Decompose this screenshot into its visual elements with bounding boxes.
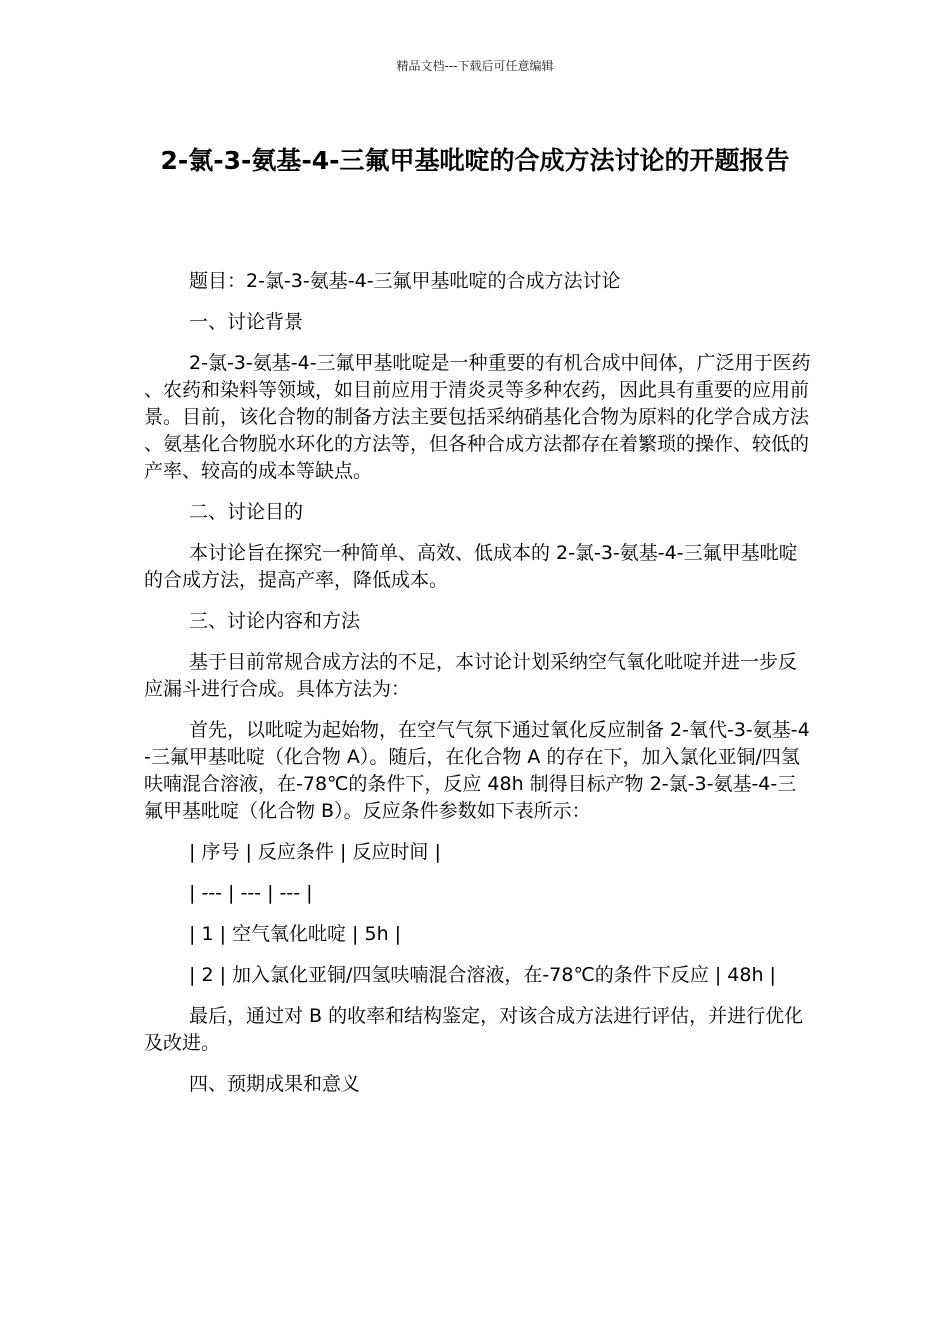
- background-paragraph: 2-氯-3-氨基-4-三氟甲基吡啶是一种重要的有机合成中间体，广泛用于医药、农药和染料等领域，如目前应用于清炎灵等多种农药，因此具有重要的应用前景。目前，该化合物的制备方法主要包括采纳硝基化合物为原料的化学合成方法、氨基化合物脱水环化的方法等，但各种合成方法都存在着繁琐的操作、较低的产率、较高的成本等缺点。: [144, 352, 811, 482]
- table-row: | 2 | 加入氯化亚铜/四氢呋喃混合溶液，在-78℃的条件下反应 | 48h |: [189, 964, 776, 986]
- evaluation-paragraph: 最后，通过对 B 的收率和结构鉴定，对该合成方法进行评估，并进行优化及改进。: [144, 1005, 804, 1054]
- table-row: | 1 | 空气氧化吡啶 | 5h |: [189, 923, 402, 945]
- method-detail-paragraph: 首先，以吡啶为起始物，在空气气氛下通过氧化反应制备 2-氧代-3-氨基-4-三氟甲基吡啶（化合物 A）。随后，在化合物 A 的存在下，加入氯化亚铜/四氢呋喃混合溶液，在-78℃的条件下，反应 48h 制得目标产物 2-氯-3-氨基-4-三氟甲基吡啶（化合物 B）。反应条件参数如下表所示：: [144, 719, 810, 822]
- section-heading-content-method: 三、讨论内容和方法: [189, 610, 361, 632]
- topic-line: 题目：2-氯-3-氨基-4-三氟甲基吡啶的合成方法讨论: [189, 270, 621, 292]
- purpose-paragraph: 本讨论旨在探究一种简单、高效、低成本的 2-氯-3-氨基-4-三氟甲基吡啶的合成方法，提高产率，降低成本。: [144, 542, 798, 591]
- table-header-line: | 序号 | 反应条件 | 反应时间 |: [189, 841, 441, 863]
- section-heading-background: 一、讨论背景: [189, 311, 304, 333]
- method-intro-paragraph: 基于目前常规合成方法的不足，本讨论计划采纳空气氧化吡啶并进一步反应漏斗进行合成。具体方法为：: [144, 651, 798, 700]
- document-title: 2-氯-3-氨基-4-三氟甲基吡啶的合成方法讨论的开题报告: [160, 146, 790, 175]
- document-body: [144, 268, 814, 1112]
- page-header: 精品文档---下载后可任意编辑: [396, 59, 554, 73]
- section-heading-purpose: 二、讨论目的: [189, 501, 304, 523]
- section-heading-outcomes: 四、预期成果和意义: [189, 1073, 361, 1095]
- table-separator-line: | --- | --- | --- |: [189, 882, 313, 904]
